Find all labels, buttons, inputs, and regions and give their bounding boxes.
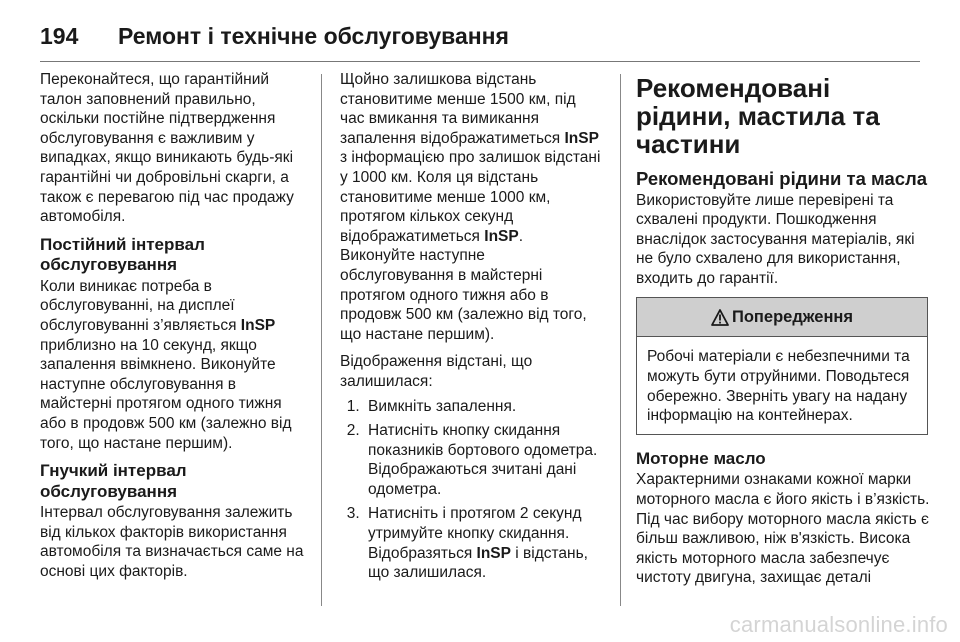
watermark: carmanualsonline.info — [729, 612, 948, 637]
remaining-distance-paragraph — [340, 70, 602, 246]
list-item — [364, 504, 602, 582]
column-divider-2 — [620, 74, 621, 606]
column-divider-1 — [321, 74, 322, 606]
flex-interval-heading: Гнучкий інтервал обслуговування — [40, 461, 187, 501]
insp-code: InSP — [240, 316, 276, 334]
remaining-text-1: Щойно залишкова відстань становитиме менше 1500 км, під час вмикання та вимикання запалення відображатиметься — [340, 71, 576, 147]
remaining-text-3: . — [518, 227, 524, 245]
list-item: 1. Вимкніть запалення. — [364, 397, 602, 417]
subsection-heading: Рекомендовані рідини та масла — [636, 168, 928, 189]
fixed-interval-paragraph — [40, 277, 310, 453]
fluids-paragraph: Використовуйте лише перевірені та схвалені продукти. Пошкодження внаслідок застосування матеріалів, які не було схвалено для використання, входить до гарантії. — [636, 191, 915, 287]
insp-code: InSP — [484, 227, 519, 245]
fixed-interval-text-1: Коли виникає потреба в обслуговуванні, на дисплеї обслуговуванні з’являється — [40, 277, 241, 334]
page-number: 194 — [40, 22, 79, 49]
distance-display-paragraph: Відображення відстані, що залишилася: — [340, 353, 533, 390]
insp-code: InSP — [476, 544, 511, 562]
warning-triangle-icon — [711, 309, 729, 326]
engine-oil-paragraph: Характерними ознаками кожної марки моторного масла є його якість і в’язкість. Під час вибору моторного масла якість є більш важливою, ніж в'язкість. Висока якість моторного масла забезпечує чистоту двигуна, захищає деталі — [636, 471, 930, 587]
page-title: Ремонт і технічне обслуговування — [118, 22, 509, 49]
list-item: 2. Натисніть кнопку скидання показників бортового одометра. Відображаються зчитані дані одометра. — [364, 421, 602, 499]
warning-box — [636, 297, 928, 434]
service-paragraph: Виконуйте наступне обслуговування в майстерні протягом одного тижня або в продовж 500 км (залежно від того, що настане першим). — [340, 247, 587, 343]
section-heading: Рекомендовані рідини, мастила та частини — [636, 73, 880, 159]
column-middle — [340, 70, 602, 588]
page-header — [40, 14, 920, 58]
fixed-interval-text-2: приблизно на 10 секунд, якщо запалення ввімкнено. Виконуйте наступне обслуговування в майстерні протягом одного тижня або в продовж 500 км (залежно від того, що настане першим). — [40, 336, 292, 452]
engine-oil-heading: Моторне масло — [636, 448, 766, 468]
step3-text-1: Натисніть і протягом 2 секунд утримуйте кнопку скидання. Відобразяться — [368, 505, 582, 562]
remaining-text-2: з інформацією про залишок відстані у 1000 км. Коля ця відстань становитиме менше 1000 км, протягом кількох секунд відображатиметься — [340, 149, 601, 245]
fixed-interval-heading: Постійний інтервал обслуговування — [40, 234, 205, 275]
insp-code: InSP — [564, 129, 599, 147]
steps-list — [340, 397, 602, 583]
warning-title: Попередження — [731, 307, 854, 326]
flex-interval-paragraph: Інтервал обслуговування залежить від кількох факторів використання автомобіля та визначається саме на основі цих факторів. — [40, 504, 304, 580]
warning-header — [637, 298, 927, 337]
column-right — [636, 70, 930, 588]
step3-text-2: і відстань, що залишилася. — [368, 544, 588, 582]
column-left — [40, 70, 310, 581]
intro-paragraph: Переконайтеся, що гарантійний талон заповнений правильно, оскільки постійне підтвердження обслуговування є важливим у випадках, якщо виникають будь-які гарантійні чи добровільні скарги, а також є перевагою під час продажу автомобіля. — [40, 71, 294, 226]
warning-text: Робочі матеріали є небезпечними та можуть бути отруйними. Поводьтеся обережно. Зверніть увагу на надану інформацію на контейнерах. — [647, 348, 910, 425]
header-divider — [40, 61, 920, 62]
